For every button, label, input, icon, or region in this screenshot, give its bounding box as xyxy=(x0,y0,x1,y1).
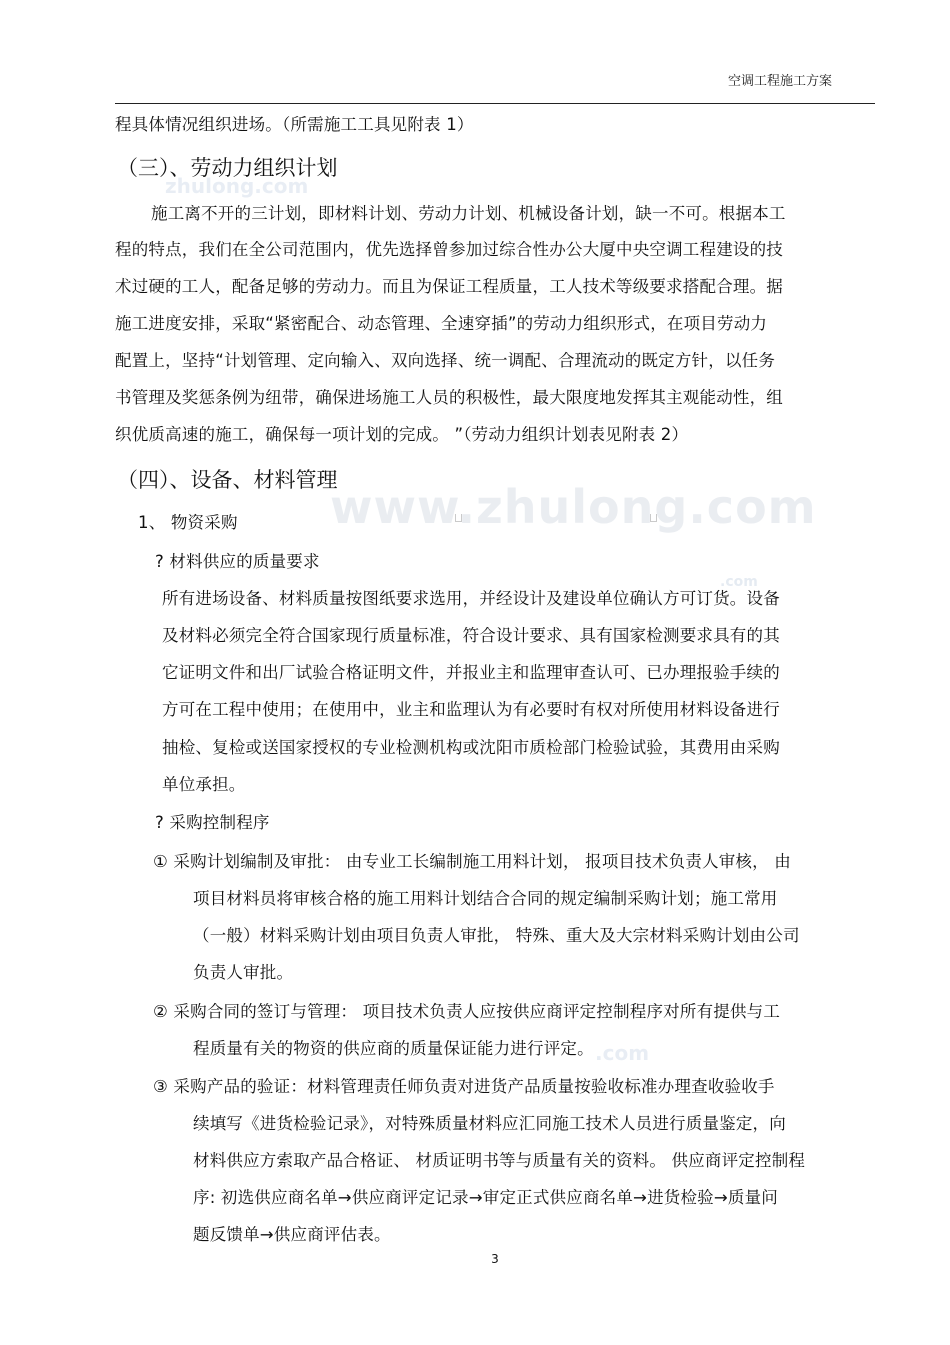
text-line: 程具体情况组织进场。（所需施工工具见附表 1） xyxy=(115,115,474,134)
bullet-item-title: ? 采购控制程序 xyxy=(155,813,270,832)
numbered-item-line: 程质量有关的物资的供应商的质量保证能力进行评定。 xyxy=(193,1039,594,1058)
numbered-item-line: 题反馈单→供应商评估表。 xyxy=(193,1225,391,1244)
numbered-item-line: 项目材料员将审核合格的施工用料计划结合合同的规定编制采购计划；施工常用 xyxy=(193,889,778,908)
bullet-item-title: ? 材料供应的质量要求 xyxy=(155,552,320,571)
numbered-item-line: ① 采购计划编制及审批： 由专业工长编制施工用料计划， 报项目技术负责人审核， 由 xyxy=(153,852,791,871)
subsection-title: 1、 物资采购 xyxy=(138,513,238,532)
text-line: 所有进场设备、材料质量按图纸要求选用，并经设计及建设单位确认方可订货。设备 xyxy=(162,589,780,608)
watermark-com-bottom: .com xyxy=(595,1041,650,1065)
numbered-item-line: ③ 采购产品的验证：材料管理责任师负责对进货产品质量按验收标准办理查收验收手 xyxy=(153,1077,775,1096)
watermark-large: www.zhulong.com xyxy=(330,480,817,534)
watermark-small-top: zhulong.com xyxy=(165,174,309,198)
text-line: 施工进度安排，采取“紧密配合、动态管理、全速穿插”的劳动力组织形式，在项目劳动力 xyxy=(115,314,768,333)
watermark-com-mid: .com xyxy=(720,574,758,590)
text-line: 书管理及奖惩条例为纽带，确保进场施工人员的积极性，最大限度地发挥其主观能动性，组 xyxy=(115,388,783,407)
numbered-item-line: 续填写《进货检验记录》，对特殊质量材料应汇同施工技术人员进行质量鉴定，向 xyxy=(193,1114,786,1133)
numbered-item-line: 负责人审批。 xyxy=(193,963,294,982)
numbered-item-line: 序: 初选供应商名单→供应商评定记录→审定正式供应商名单→进货检验→质量问 xyxy=(193,1188,779,1207)
text-line: 单位承担。 xyxy=(162,775,246,794)
text-line: 抽检、复检或送国家授权的专业检测机构或沈阳市质检部门检验试验，其费用由采购 xyxy=(162,738,780,757)
text-line: 配置上，坚持“计划管理、定向输入、双向选择、统一调配、合理流动的既定方针，以任务 xyxy=(115,351,776,370)
text-line: 术过硬的工人，配备足够的劳动力。而且为保证工程质量，工人技术等级要求搭配合理。据 xyxy=(115,277,783,296)
numbered-item-line: ② 采购合同的签订与管理： 项目技术负责人应按供应商评定控制程序对所有提供与工 xyxy=(153,1002,781,1021)
page-number: 3 xyxy=(491,1252,499,1266)
text-line: 程的特点，我们在全公司范围内，优先选择曾参加过综合性办公大厦中央空调工程建设的技 xyxy=(115,240,783,259)
text-line: 方可在工程中使用；在使用中，业主和监理认为有必要时有权对所使用材料设备进行 xyxy=(162,700,780,719)
text-line: 织优质高速的施工，确保每一项计划的完成。 ”（劳动力组织计划表见附表 2） xyxy=(115,425,689,444)
header-title: 空调工程施工方案 xyxy=(727,74,832,89)
header-divider xyxy=(115,103,875,104)
text-line: 及材料必须完全符合国家现行质量标准，符合设计要求、具有国家检测要求具有的其 xyxy=(162,626,780,645)
text-line: 它证明文件和出厂试验合格证明文件，并报业主和监理审查认可、已办理报验手续的 xyxy=(162,663,780,682)
numbered-item-line: 材料供应方索取产品合格证、 材质证明书等与质量有关的资料。 供应商评定控制程 xyxy=(193,1151,806,1170)
watermark-tick xyxy=(455,514,462,522)
text-line: 施工离不开的三计划，即材料计划、劳动力计划、机械设备计划，缺一不可。根据本工 xyxy=(151,204,786,223)
numbered-item-line: （一般）材料采购计划由项目负责人审批， 特殊、重大及大宗材料采购计划由公司 xyxy=(193,926,800,945)
section-heading-labor: （三）、劳动力组织计划 xyxy=(117,156,338,180)
watermark-tick xyxy=(650,514,657,522)
section-heading-equipment: （四）、设备、材料管理 xyxy=(117,468,338,492)
